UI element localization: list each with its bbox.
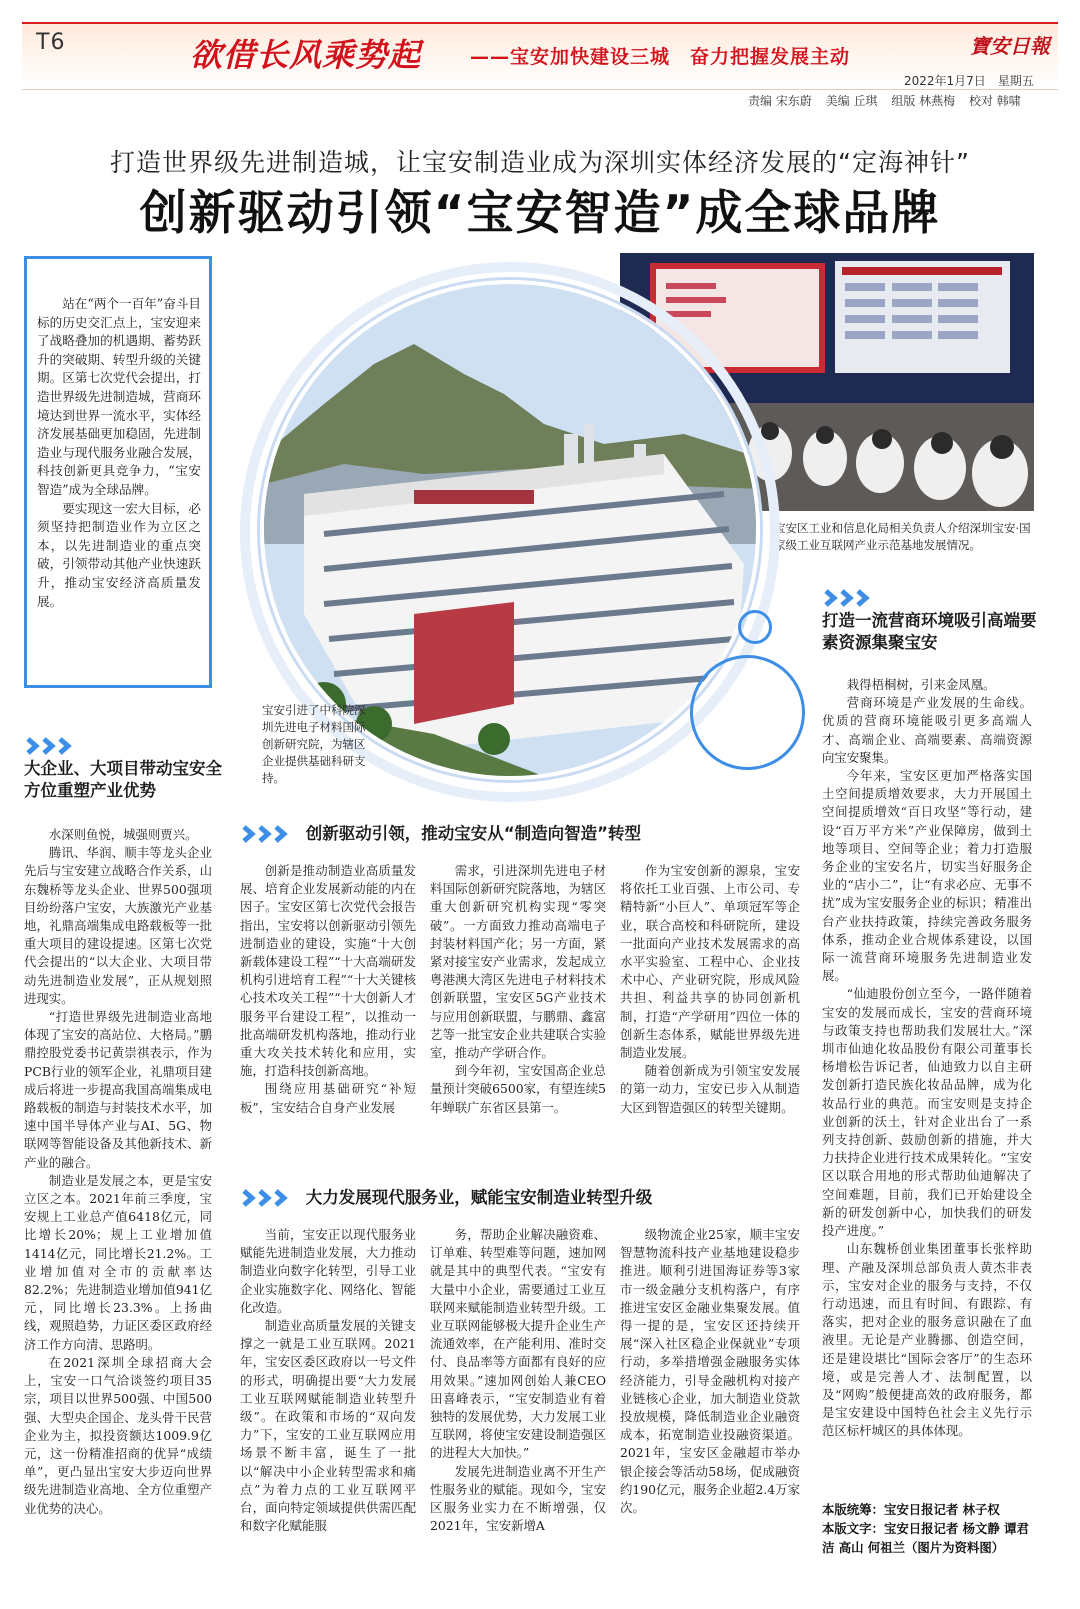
paragraph: 创新是推动制造业高质量发展、培育企业发展新动能的内在因子。宝安区第七次党代会报告指出，宝安将以创新驱动引领先进制造业的建设，实施“十大创新载体建设工程”“十大高端研发机构引进培育工程”“十大关键核心技术攻关工程”“十大创新人才服务平台建设工程”，以推动一批高端研发机构落地，推动行业重大攻关技术转化和应用，实施，打造科技创新高地。: [240, 863, 416, 1079]
chevron-icon: [24, 736, 78, 756]
chevron-icon: [240, 1188, 294, 1208]
paragraph: 级物流企业25家，顺丰宝安智慧物流科技产业基地建设稳步推进。顺利引进国海证券等3家市一级金融分支机构落户，有序推进宝安区金融业集聚发展。值得一提的是，宝安区还持续开展“深入社区稳企业保就业”专项行动，多举措增强金融服务实体经济能力，引导金融机构对接产业链核心企业，加大制造业贷款投放规模，降低制造业企业融资成本，拓宽制造业投融资渠道。2021年，宝安区金融超市举办银企接会等活动58场，促成融资约190亿元，服务企业超2.4万家次。: [620, 1227, 800, 1516]
decor-ring-small: [738, 610, 772, 644]
paragraph: 在2021深圳全球招商大会上，宝安一口气洽谈签约项目35宗，项目以世界500强、中国500强、大型央企国企、龙头骨干民营企业为主，拟投资额达1009.9亿元，这一份精准招商的优异“成绩单”，更凸显出宝安大步迈向世界级先进制造业高地、全方位重塑产业优势的决心。: [24, 1354, 212, 1516]
paragraph: 腾讯、华润、顺丰等龙头企业先后与宝安建立战略合作关系，山东魏桥等龙头企业、世界500强项目纷纷落户宝安，大族激光产业基地，礼鼎高端集成电路载板等一批重大项目的建设提速。区第七次党代会提出的“以大企业、大项目带动先进制造业发展”，正从规划照进现实。: [24, 845, 212, 1006]
section-head-middle2: [240, 1184, 652, 1210]
column-mid2-b: [430, 1226, 606, 1576]
issue-date: 2022年1月7日 星期五: [904, 74, 1034, 88]
paragraph: 发展先进制造业离不开生产性服务业的赋能。现如今，宝安区服务业实力在不断增强，仅2021年，宝安新增A: [430, 1463, 606, 1534]
column-left: [24, 826, 212, 1566]
paragraph: 务，帮助企业解决融资难、订单难、转型难等问题，速加网就是其中的典型代表。“宝安有大量中小企业，需要通过工业互联网来赋能制造业转型升级。工业互联网能够极大提升企业生产流通效率，在产能利用、准时交付、良品率等方面都有良好的应用效果。”速加网创始人兼CEO田喜峰表示，“宝安制造业有着独特的发展优势，大力发展工业互联网，将使宝安建设制造强区的进程大大加快。”: [430, 1227, 606, 1461]
paragraph: 到今年初，宝安国高企业总量预计突破6500家，有望连续5年蝉联广东省区县第一。: [430, 1063, 606, 1115]
paragraph: 制造业高质量发展的关键支撑之一就是工业互联网。2021年，宝安区委区政府以一号文件的形式，明确提出要“大力发展工业互联网赋能制造业转型升级”。在政策和市场的“双向发力”下，宝安的工业互联网应用场景不断丰富，诞生了一批以“解决中小企业转型需求和痛点”为着力点的工业互联网平台，面向特定领域提供供需匹配和数字化赋能服: [240, 1318, 416, 1534]
section-slogan: 欲借长风乘势起: [190, 36, 422, 74]
main-headline: 创新驱动引领“宝安智造”成全球品牌: [139, 186, 941, 241]
section-title: 打造一流营商环境吸引高端要素资源集聚宝安: [822, 611, 1037, 652]
decor-ring-large: [690, 655, 805, 770]
section-subslogan: ——宝安加快建设三城 奋力把握发展主动: [470, 46, 851, 68]
column-mid2-c: [620, 1226, 800, 1576]
column-mid1-a: [240, 862, 416, 1162]
institute-caption: 宝安引进了中科院深圳先进电子材料国际创新研究院，为辖区企业提供基础科研支持。: [262, 703, 366, 785]
intro-paragraph: 站在“两个一百年”奋斗目标的历史交汇点上，宝安迎来了战略叠加的机遇期、蓄势跃升的突破期、转型升级的关键期。区第七次党代会提出，打造世界级先进制造城，营商环境达到世界一流水平，实体经济发展基础更加稳固，先进制造业与现代服务业融合发展，科技创新更具竞争力，“宝安智造”成为全球品牌。: [37, 296, 202, 497]
paragraph: 营商环境是产业发展的生命线。优质的营商环境能吸引更多高端人才、高端企业、高端要素、高端资源向宝安聚集。: [822, 695, 1032, 765]
editor-credits: [748, 92, 1031, 109]
credit-proof: 校对 韩啸: [968, 94, 1021, 108]
paragraph: 围绕应用基础研究“补短板”，宝安结合自身产业发展: [240, 1081, 416, 1115]
section-title: 大企业、大项目带动宝安全方位重塑产业优势: [24, 759, 222, 800]
paragraph: 山东魏桥创业集团董事长张梓助理、产融及深圳总部负责人黄杰非表示，宝安对企业的服务与支持，不仅行动迅速，而且有时间、有跟踪、有落实，把对企业的服务意识融在了血液里。无论是产业腾挪、创造空间，还是建设堪比“国际会客厅”的生态环境，或是完善人才、法制配置，以及“网购”般便捷高效的政府服务，都是宝安建设中国特色社会主义先行示范区标杆城区的具体体现。: [822, 1241, 1032, 1439]
section-head-right: [822, 588, 1037, 654]
section-head-left: [24, 736, 224, 802]
byline: [822, 1500, 1032, 1557]
credit-layout: 组版 林燕梅: [891, 94, 956, 108]
chevron-icon: [240, 824, 294, 844]
paragraph: 制造业是发展之本，更是宝安立区之本。2021年前三季度，宝安规上工业总产值6418亿元，同比增长20%；规上工业增加值1414亿元，同比增长21.2%。工业增加值对全市的贡献率达82.2%；先进制造业增加值941亿元，同比增长23.3%。上扬曲线，观照趋势，力证区委区政府经济工作方向清、思路明。: [24, 1172, 212, 1352]
section-title: 大力发展现代服务业，赋能宝安制造业转型升级: [305, 1188, 653, 1207]
headline-kicker: 打造世界级先进制造城，让宝安制造业成为深圳实体经济发展的“定海神针”: [110, 148, 970, 177]
paragraph: 随着创新成为引领宝安发展的第一动力，宝安已步入从制造大区到智造强区的转型关键期。: [620, 1063, 800, 1115]
page-number: T6: [36, 30, 66, 55]
intro-box: [24, 256, 212, 688]
paragraph: 栽得梧桐树，引来金凤凰。: [846, 677, 996, 692]
section-head-middle1: [240, 820, 641, 846]
paragraph: “仙迪股份创立至今，一路伴随着宝安的发展而成长，宝安的营商环境与政策支持也帮助我们发展壮大。”深圳市仙迪化妆品股份有限公司董事长杨增松告诉记者，仙迪致力以自主研发创新打造民族化妆品品牌，成为化妆品行业的典范。而宝安则是支持企业创新的沃土，针对企业出台了一系列支持创新、鼓励创新的措施，并大力扶持企业进行技术成果转化。“宝安区以联合用地的形式帮助仙迪解决了空间难题，目前，我们已开始建设全新的研发创新中心，加快我们的研发投产进度。”: [822, 986, 1032, 1239]
newspaper-logo: 寶安日報: [970, 34, 1050, 58]
credit-art: 美编 丘琪: [825, 94, 878, 108]
paragraph: 作为宝安创新的源泉，宝安将依托工业百强、上市公司、专精特新“小巨人”、单项冠军等企业，联合高校和科研院所，建设一批面向产业技术发展需求的高水平实验室、工程中心、企业技术中心、产业研究院，形成风险共担、利益共享的协同创新机制，打造“产学研用”四位一体的创新生态体系，赋能世界级先进制造业发展。: [620, 863, 800, 1061]
paragraph: “打造世界级先进制造业高地体现了宝安的高站位、大格局。”鹏鼎控股党委书记黄崇祺表示，作为PCB行业的领军企业，礼鼎项目建成后将进一步提高我国高端集成电路载板的制造与封装技术水平，加速中国半导体产业与AI、5G、物联网等智能设备及其他新技术、新产业的融合。: [24, 1009, 212, 1170]
column-right: [822, 676, 1032, 1492]
paragraph: 当前，宝安正以现代服务业赋能先进制造业发展，大力推动制造业向数字化转型，引导工业企业实施数字化、网络化、智能化改造。: [240, 1227, 416, 1315]
column-mid1-c: [620, 862, 800, 1162]
credit-editor: 责编 宋东蔚: [748, 94, 812, 108]
chevron-icon: [822, 588, 876, 608]
conference-caption: 宝安区工业和信息化局相关负责人介绍深圳宝安·国家级工业互联网产业示范基地发展情况。: [774, 521, 1031, 552]
paragraph: 水深则鱼悦，城强则贾兴。: [48, 827, 198, 842]
byline-planner: 本版统筹：宝安日报记者 林子权: [822, 1502, 1000, 1517]
paragraph: 今年来，宝安区更加严格落实国土空间提质增效要求，大力开展国土空间提质增效“百日攻坚”等行动，建设“百万平方米”产业保障房，做到土地等项目、空间等企业；着力打造服务企业的宝安名片，切实当好服务企业的“店小二”，让“有求必应、无事不扰”成为宝安服务企业的标识；精准出台产业扶持政策，持续完善政务服务体系，推动企业合规体系建设，以国际一流营商环境服务先进制造业发展。: [822, 768, 1032, 984]
section-title: 创新驱动引领，推动宝安从“制造向智造”转型: [305, 824, 641, 843]
intro-paragraph: 要实现这一宏大目标，必须坚持把制造业作为立区之本，以先进制造业的重点突破，引领带动其他产业快速跃升，推动宝安经济高质量发展。: [37, 500, 201, 609]
paragraph: 需求，引进深圳先进电子材料国际创新研究院落地，为辖区重大创新研究机构实现“零突破”。一方面致力推动高端电子封装材料国产化；另一方面，紧紧对接宝安产业需求，发起成立粤港澳大湾区先进电子材料技术创新联盟，宝安区5G产业技术与应用创新联盟，与鹏鼎、鑫富艺等一批宝安企业共建联合实验室，推动产学研合作。: [430, 863, 606, 1061]
column-mid2-a: [240, 1226, 416, 1576]
column-mid1-b: [430, 862, 606, 1162]
byline-writers: 本版文字：宝安日报记者 杨文静 谭君洁 高山 何祖兰（图片为资料图）: [822, 1521, 1029, 1555]
